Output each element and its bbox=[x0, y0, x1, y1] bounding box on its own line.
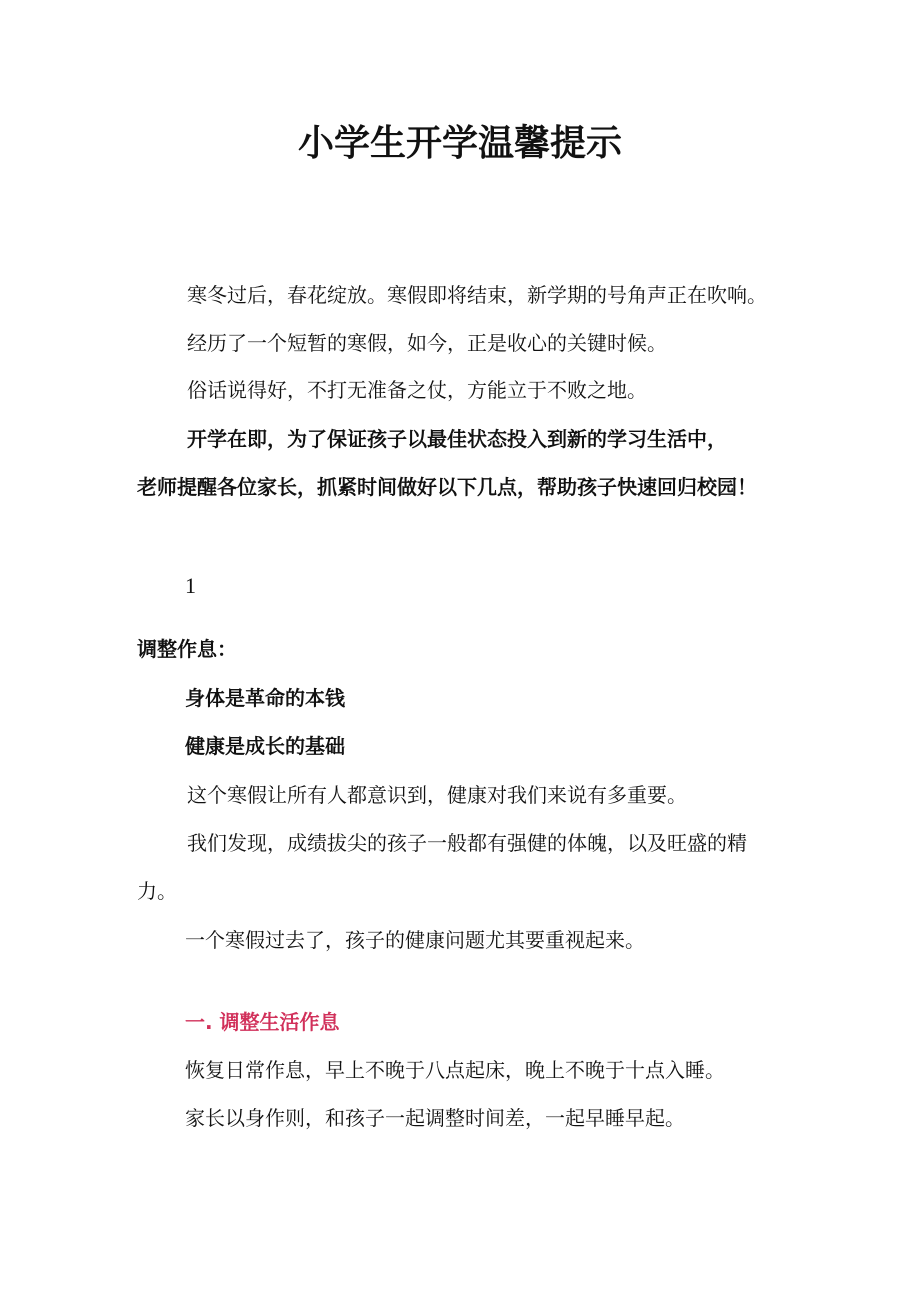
intro-paragraph-3: 俗话说得好，不打无准备之仗，方能立于不败之地。 bbox=[187, 378, 647, 402]
section-paragraph-1: 这个寒假让所有人都意识到，健康对我们来说有多重要。 bbox=[187, 783, 687, 807]
subheading: 一. 调整生活作息 bbox=[185, 1010, 340, 1034]
slogan-2: 健康是成长的基础 bbox=[185, 734, 345, 758]
sub-paragraph-2: 家长以身作则，和孩子一起调整时间差，一起早睡早起。 bbox=[185, 1106, 685, 1130]
section-paragraph-2-line-2: 力。 bbox=[137, 879, 177, 903]
slogan-1: 身体是革命的本钱 bbox=[185, 686, 345, 710]
section-number: 1 bbox=[185, 573, 196, 598]
section-paragraph-2-line-1: 我们发现，成绩拔尖的孩子一般都有强健的体魄，以及旺盛的精 bbox=[187, 831, 747, 855]
section-heading: 调整作息： bbox=[137, 637, 237, 661]
intro-bold-line-2: 老师提醒各位家长，抓紧时间做好以下几点，帮助孩子快速回归校园！ bbox=[137, 475, 757, 499]
section-paragraph-3: 一个寒假过去了，孩子的健康问题尤其要重视起来。 bbox=[185, 928, 645, 952]
page-title: 小学生开学温馨提示 bbox=[297, 123, 622, 164]
intro-paragraph-1: 寒冬过后，春花绽放。寒假即将结束，新学期的号角声正在吹响。 bbox=[187, 283, 767, 307]
intro-paragraph-2: 经历了一个短暂的寒假，如今，正是收心的关键时候。 bbox=[187, 331, 667, 355]
sub-paragraph-1: 恢复日常作息，早上不晚于八点起床，晚上不晚于十点入睡。 bbox=[185, 1058, 725, 1082]
intro-bold-line-1: 开学在即，为了保证孩子以最佳状态投入到新的学习生活中， bbox=[187, 427, 727, 451]
